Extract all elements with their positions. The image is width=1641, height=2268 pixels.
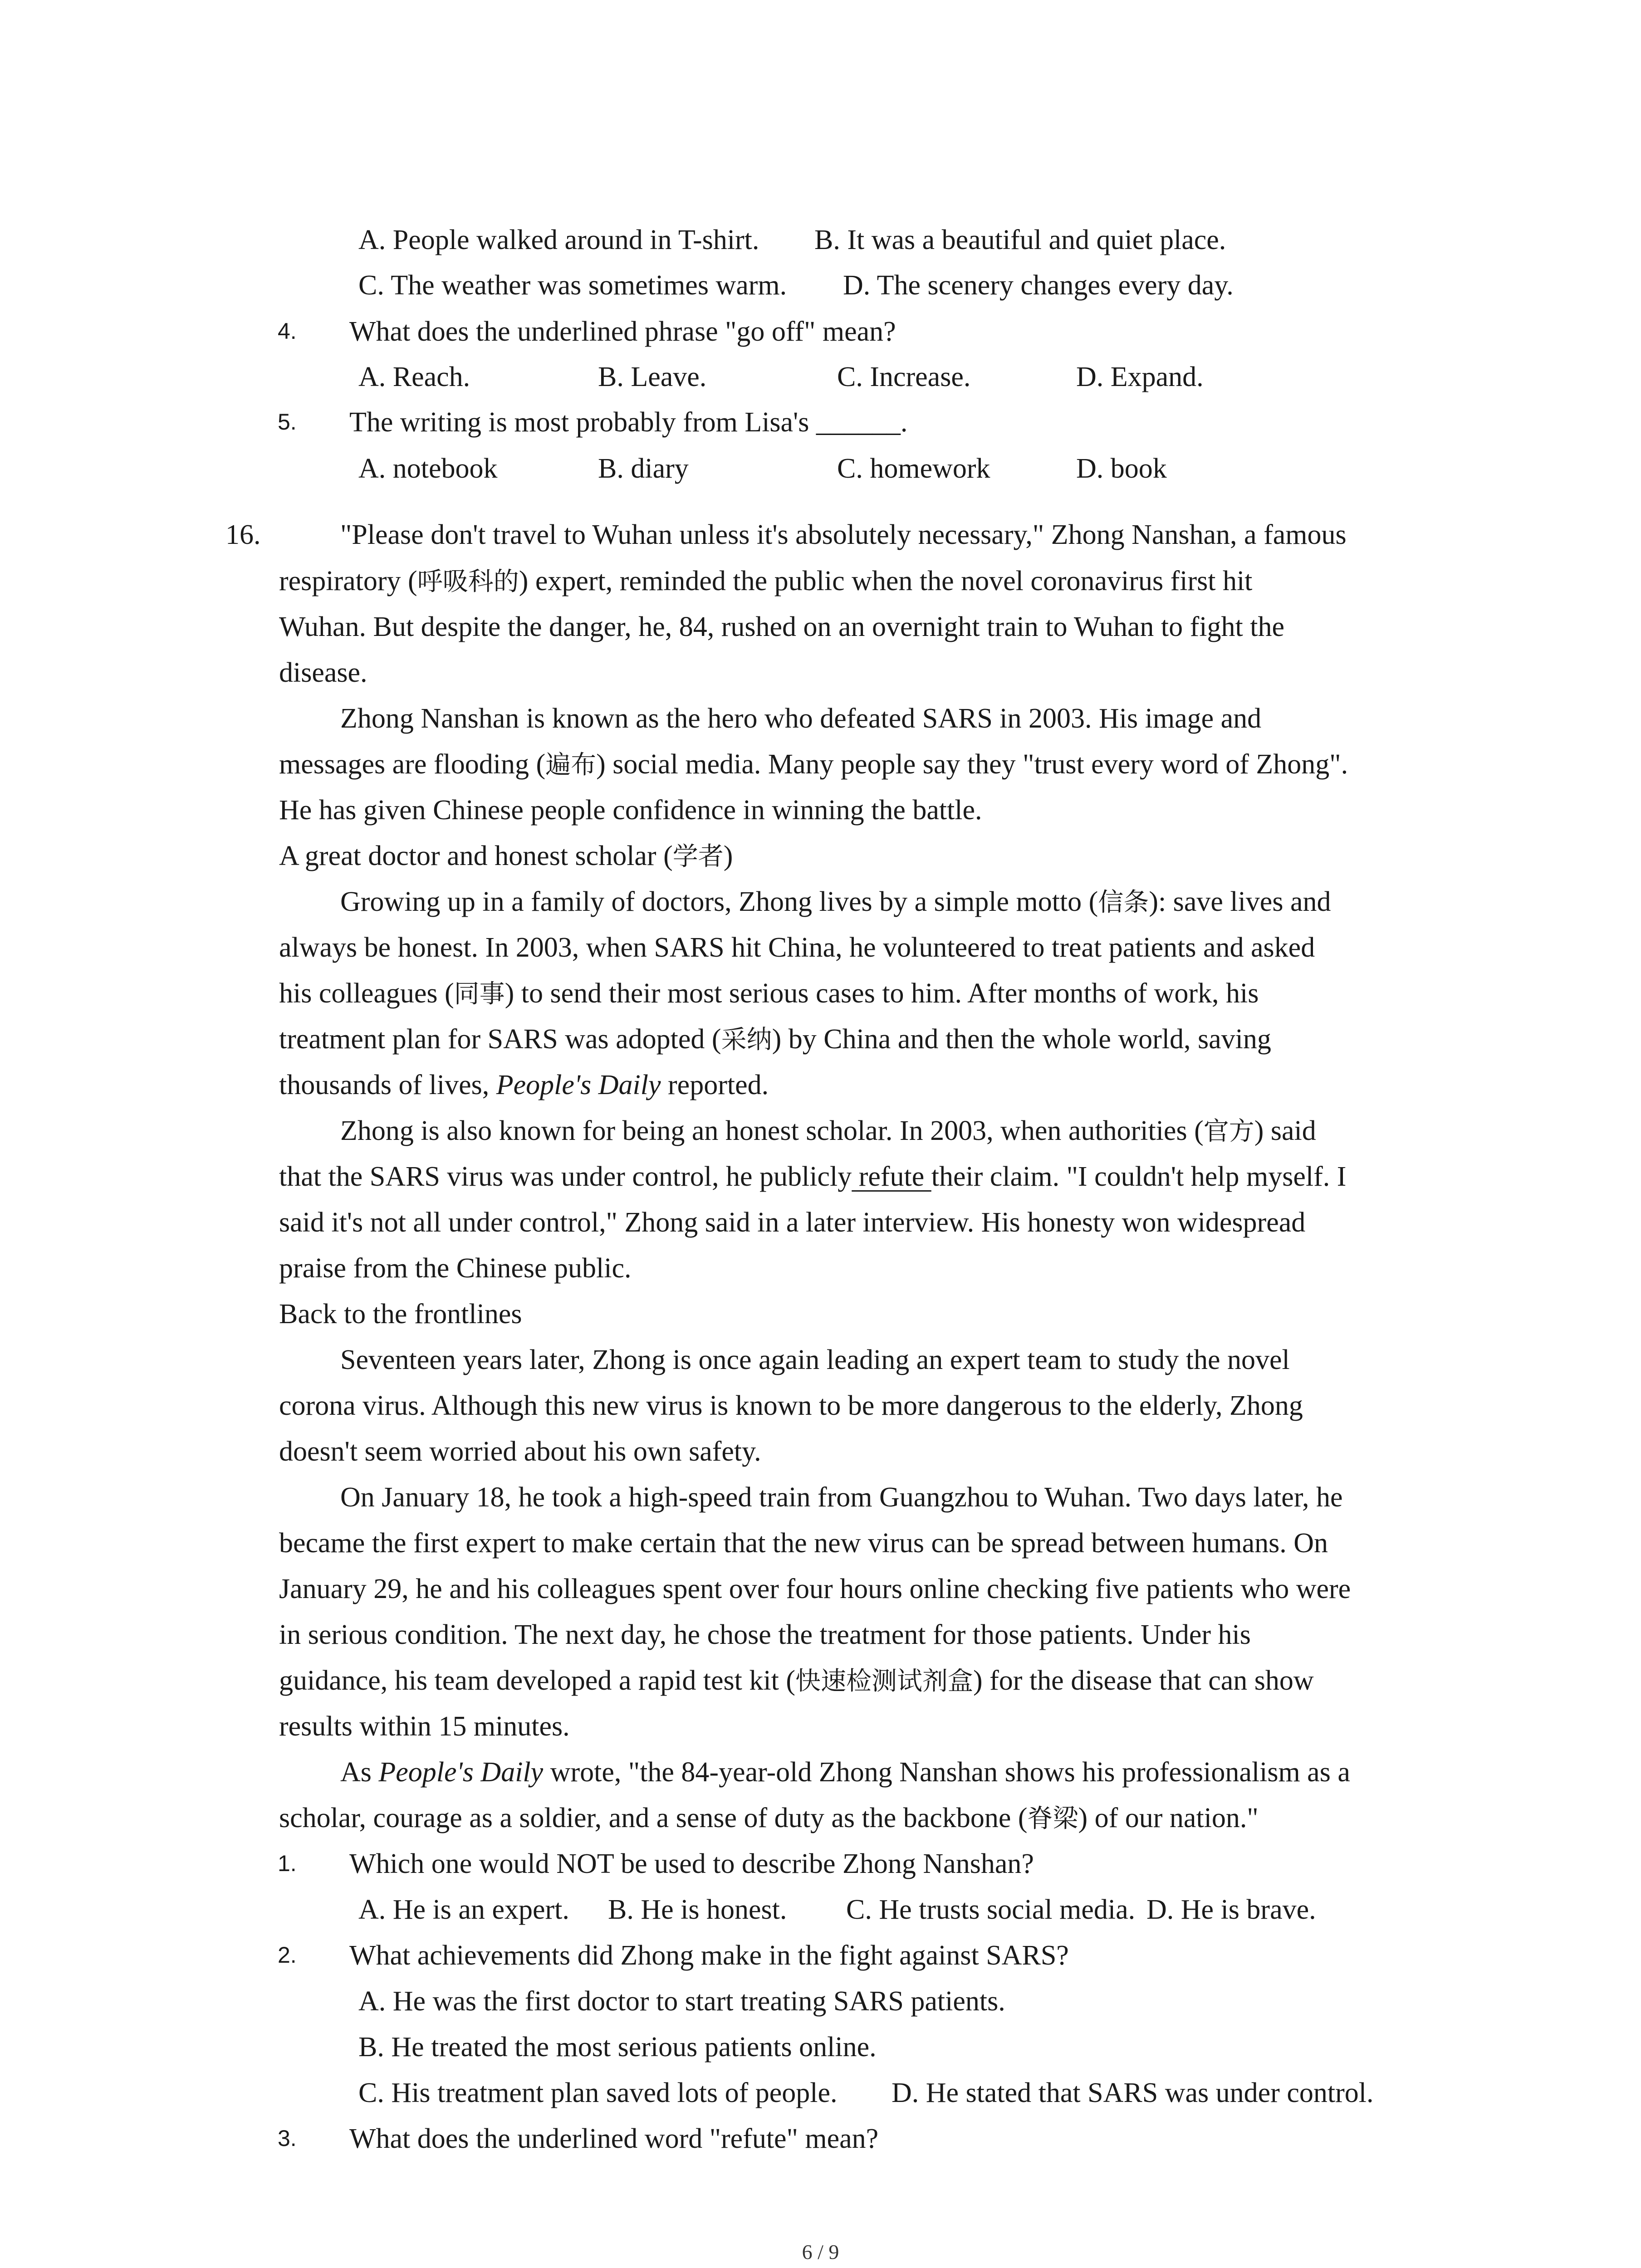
passage-line: He has given Chinese people confidence in winning the battle. — [279, 795, 982, 826]
q5-option-d: D. book — [1076, 453, 1167, 484]
q3-option-c: C. The weather was sometimes warm. — [358, 270, 787, 301]
q5-option-b: B. diary — [598, 453, 689, 484]
q3-option-d: D. The scenery changes every day. — [843, 270, 1234, 301]
q2-option-c: C. His treatment plan saved lots of people. — [358, 2077, 838, 2108]
passage-line: respiratory (呼吸科的) expert, reminded the public when the novel coronavirus first hit — [279, 566, 1253, 596]
question-text: Which one would NOT be used to describe Zhong Nanshan? — [349, 1848, 1034, 1879]
q4-option-c: C. Increase. — [837, 362, 971, 392]
passage-line: said it's not all under control," Zhong said in a later interview. His honesty won widespread — [279, 1207, 1306, 1238]
passage-line: guidance, his team developed a rapid test kit (快速检测试剂盒) for the disease that can show — [279, 1665, 1314, 1696]
q3-option-a: A. People walked around in T-shirt. — [358, 225, 759, 255]
passage-line: treatment plan for SARS was adopted (采纳) by China and then the whole world, saving — [279, 1024, 1271, 1055]
passage-line: in serious condition. The next day, he chose the treatment for those patients. Under his — [279, 1619, 1251, 1650]
section-heading: A great doctor and honest scholar (学者) — [279, 841, 733, 871]
passage-line: disease. — [279, 657, 367, 688]
q4-option-a: A. Reach. — [358, 362, 470, 392]
section-heading: Back to the frontlines — [279, 1299, 522, 1330]
question-number: 4. — [278, 318, 297, 344]
q3-option-b: B. It was a beautiful and quiet place. — [814, 225, 1226, 255]
passage-line: doesn't seem worried about his own safety. — [279, 1436, 761, 1467]
passage-line: his colleagues (同事) to send their most serious cases to him. After months of work, his — [279, 978, 1259, 1009]
question-text: What does the underlined phrase "go off" mean? — [349, 316, 896, 347]
passage-number: 16. — [225, 519, 261, 550]
q1-option-c: C. He trusts social media. — [846, 1894, 1136, 1925]
passage-line: messages are flooding (遍布) social media. Many people say they "trust every word of Zhong". — [279, 749, 1348, 780]
passage-line: thousands of lives, People's Daily reported. — [279, 1070, 769, 1100]
q1-option-a: A. He is an expert. — [358, 1894, 569, 1925]
passage-line: Zhong Nanshan is known as the hero who defeated SARS in 2003. His image and — [340, 703, 1262, 734]
passage-line: "Please don't travel to Wuhan unless it's absolutely necessary," Zhong Nanshan, a famous — [340, 519, 1347, 550]
passage-line: Zhong is also known for being an honest scholar. In 2003, when authorities (官方) said — [340, 1115, 1316, 1146]
q4-option-d: D. Expand. — [1076, 362, 1204, 392]
q1-option-b: B. He is honest. — [608, 1894, 787, 1925]
q2-option-a: A. He was the first doctor to start treating SARS patients. — [358, 1986, 1005, 2017]
question-number: 1. — [278, 1851, 297, 1876]
q5-option-a: A. notebook — [358, 453, 498, 484]
page-number: 6 / 9 — [802, 2240, 839, 2263]
passage-line: became the first expert to make certain that the new virus can be spread between humans. On — [279, 1528, 1328, 1559]
passage-line: Growing up in a family of doctors, Zhong lives by a simple motto (信条): save lives and — [340, 886, 1331, 917]
passage-line: scholar, courage as a soldier, and a sense of duty as the backbone (脊梁) of our nation." — [279, 1803, 1259, 1833]
q2-option-d: D. He stated that SARS was under control. — [892, 2077, 1374, 2108]
question-number: 2. — [278, 1942, 297, 1968]
q5-option-c: C. homework — [837, 453, 990, 484]
question-text: What achievements did Zhong make in the fight against SARS? — [349, 1940, 1069, 1971]
q4-option-b: B. Leave. — [598, 362, 707, 392]
passage-line: always be honest. In 2003, when SARS hit China, he volunteered to treat patients and asked — [279, 932, 1315, 963]
passage-line: Seventeen years later, Zhong is once again leading an expert team to study the novel — [340, 1344, 1290, 1375]
question-number: 3. — [278, 2126, 297, 2151]
passage-line: results within 15 minutes. — [279, 1711, 570, 1742]
passage-line: On January 18, he took a high-speed train from Guangzhou to Wuhan. Two days later, he — [340, 1482, 1343, 1513]
q2-option-b: B. He treated the most serious patients online. — [358, 2032, 877, 2063]
passage-line: January 29, he and his colleagues spent over four hours online checking five patients who were — [279, 1574, 1351, 1604]
question-text: The writing is most probably from Lisa's ______. — [349, 407, 908, 438]
question-number: 5. — [278, 409, 297, 435]
passage-line: Wuhan. But despite the danger, he, 84, rushed on an overnight train to Wuhan to fight the — [279, 611, 1284, 642]
underlined-word: refute — [852, 1161, 931, 1192]
q1-option-d: D. He is brave. — [1146, 1894, 1316, 1925]
passage-line: that the SARS virus was under control, he publicly refute their claim. "I couldn't help myself. I — [279, 1161, 1347, 1192]
question-text: What does the underlined word "refute" mean? — [349, 2123, 879, 2154]
passage-line: As People's Daily wrote, "the 84-year-old Zhong Nanshan shows his professionalism as a — [340, 1757, 1350, 1788]
passage-line: corona virus. Although this new virus is known to be more dangerous to the elderly, Zhong — [279, 1390, 1303, 1421]
passage-line: praise from the Chinese public. — [279, 1253, 632, 1284]
